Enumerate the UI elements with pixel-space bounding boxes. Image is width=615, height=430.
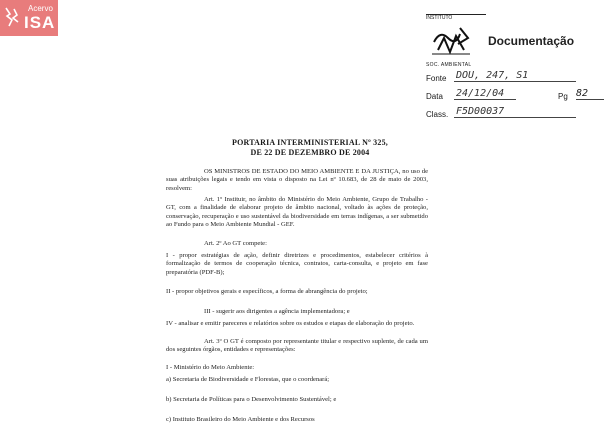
item-iv: IV - analisar e emitir pareceres e relatórios sobre os estudos e etapas de elaboração do projeto. (166, 320, 415, 327)
preamble-paragraph: OS MINISTROS DE ESTADO DO MEIO AMBIENTE E DA JUSTIÇA, no uso de suas atribuições legais e tendo em vista o disposto na Lei nº 10.683, de 28 de maio de 2003, resolvem: (166, 168, 428, 192)
class-label: Class. (426, 110, 449, 119)
article-1: Art. 1º Instituir, no âmbito do Ministério do Meio Ambiente, Grupo de Trabalho - GT, com a finalidade de elaborar projeto de âmbito nacional, voltado às ações de proteção, conservação, recuperação e uso sustentável da biodiversidade em terras indígenas, a ser submetido ao Fundo para o Meio Ambiente Mundial - GEF. (166, 196, 428, 229)
stamp-header: INSTITUTO (426, 14, 486, 20)
fonte-label: Fonte (426, 74, 447, 83)
document-date: DE 22 DE DEZEMBRO DE 2004 (250, 148, 370, 157)
data-field (426, 88, 505, 101)
item-i-ministry: I - Ministério do Meio Ambiente: (166, 364, 255, 371)
stamp-title: Documentação (488, 34, 575, 48)
class-value: F5D00037 (454, 106, 576, 118)
acervo-isa-badge (0, 0, 58, 36)
article-2: Art. 2º Ao GT compete: (204, 240, 267, 247)
isa-logo-icon (4, 6, 20, 28)
document-title: PORTARIA INTERMINISTERIAL Nº 325, (232, 138, 388, 147)
documentation-stamp (424, 12, 612, 122)
data-label: Data (426, 92, 443, 101)
item-b: b) Secretaria de Políticas para o Desenvolvimento Sustentável; e (166, 396, 337, 403)
badge-isa-label: ISA (24, 13, 56, 32)
data-value: 24/12/04 (454, 88, 516, 100)
emblem-caption: SOC. AMBIENTAL (426, 62, 472, 68)
item-iii: III - sugerir aos dirigentes a agência implementadora; e (204, 308, 350, 315)
fonte-field (426, 70, 529, 83)
socioambiental-emblem-icon (430, 24, 474, 60)
item-c: c) Instituto Brasileiro do Meio Ambiente e dos Recursos (166, 416, 315, 423)
pg-label: Pg (558, 92, 568, 101)
fonte-value: DOU, 247, S1 (454, 70, 576, 82)
pg-value: 82 (576, 88, 604, 100)
item-a: a) Secretaria de Biodiversidade e Florestas, que o coordenará; (166, 376, 330, 383)
item-i: I - propor estratégias de ação, definir diretrizes e procedimentos, estabelecer critérios à formalização de termos de cooperação técnica, contratos, carta-consulta, e projeto em fase preparatória (PDF-B); (166, 252, 428, 276)
item-ii: II - propor objetivos gerais e específicos, a forma de abrangência do projeto; (166, 288, 368, 295)
badge-acervo-label: Acervo (28, 4, 53, 13)
class-field (426, 106, 505, 119)
article-3: Art. 3º O GT é composto por representante titular e respectivo suplente, de cada um dos seguintes órgãos, entidades e representações: (166, 338, 428, 354)
